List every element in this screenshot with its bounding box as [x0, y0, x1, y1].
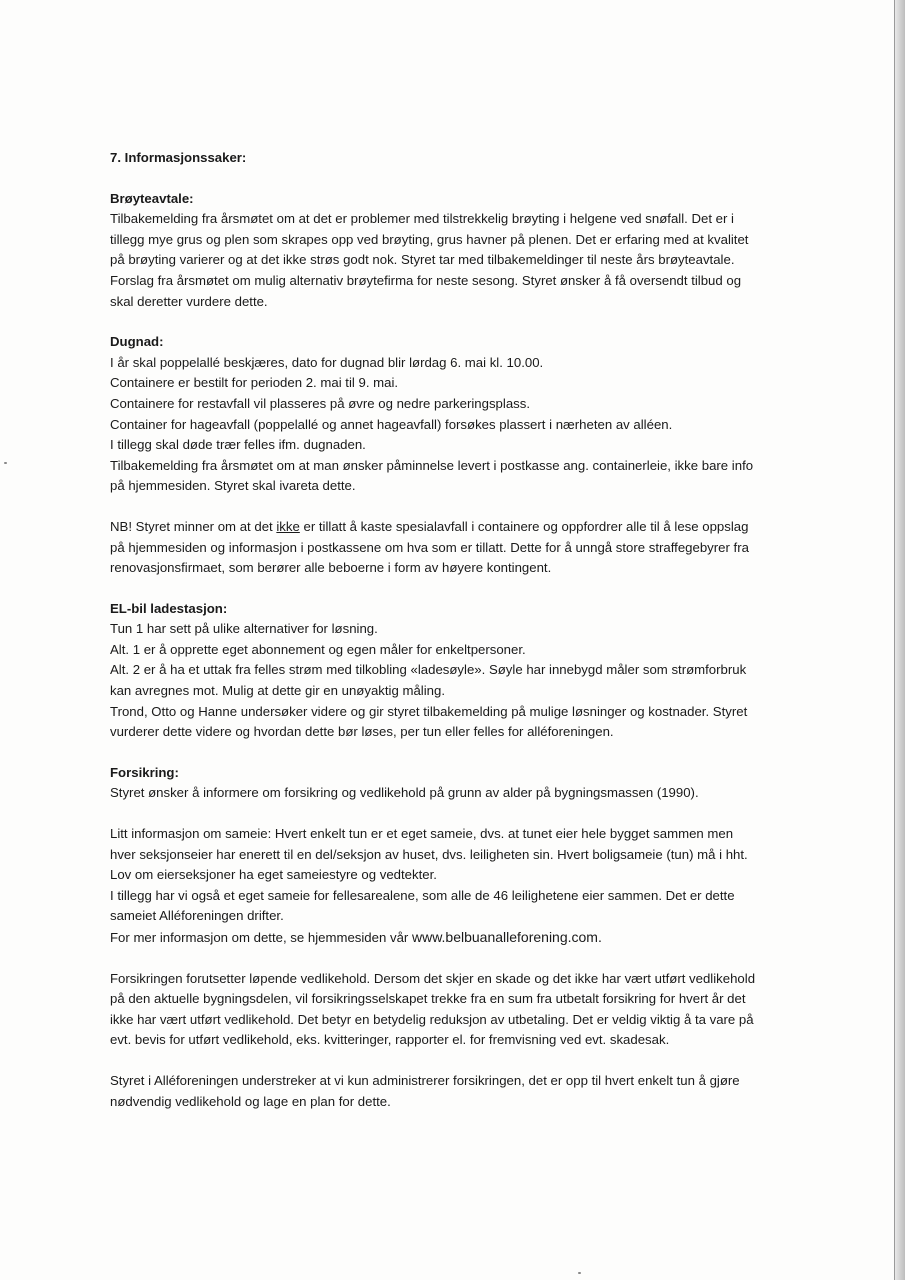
more-info-line: [110, 927, 780, 949]
paragraph-line: Styret ønsker å informere om forsikring og vedlikehold på grunn av alder på bygningsmassen (1990).: [110, 785, 699, 801]
paragraph-line: Containere er bestilt for perioden 2. mai til 9. mai.: [110, 375, 399, 391]
nb-text-end: er tillatt å kaste spesialavfall i containere og oppfordrer alle til å lese oppslag: [299, 518, 749, 534]
scan-speck: [4, 462, 7, 464]
paragraph-line: Tun 1 har sett på ulike alternativer for løsning.: [110, 621, 378, 637]
more-info-text: For mer informasjon om dette, se hjemmesiden vår: [110, 930, 412, 945]
paragraph-line: sameiet Alléforeningen drifter.: [110, 908, 284, 924]
paragraph-line: Tilbakemelding fra årsmøtet om at man ønsker påminnelse levert i postkasse ang. containerleie, ikke bare info: [110, 457, 754, 473]
paragraph-line: på den aktuelle bygningsdelen, vil forsikringsselskapet trekke fra en sum fra utbetalt forsikring for hvert år det: [110, 991, 746, 1007]
paragraph-line: Forsikringen forutsetter løpende vedlikehold. Dersom det skjer en skade og det ikke har vært utført vedlikehold: [110, 970, 756, 986]
subheading-dugnad: Dugnad:: [110, 334, 164, 350]
section-dugnad: [110, 332, 780, 497]
paragraph-line: Litt informasjon om sameie: Hvert enkelt tun er et eget sameie, dvs. at tunet eier hele bygget sammen men: [110, 826, 734, 842]
subheading-broyteavtale: Brøyteavtale:: [110, 190, 194, 206]
paragraph-line: renovasjonsfirmaet, som berører alle beboerne i form av høyere kontingent.: [110, 560, 552, 576]
paragraph-line: på brøyting varierer og at det ikke strøs godt nok. Styret tar med tilbakemeldinger til neste års brøyteavtale.: [110, 252, 735, 268]
paragraph-line: hver seksjonseier har enerett til en del/seksjon av huset, dvs. leiligheten sin. Hvert boligsameie (tun) må i hht.: [110, 846, 748, 862]
paragraph-line: I tillegg har vi også et eget sameie for fellesarealene, som alle de 46 leilighetene eier sammen. Det er dette: [110, 887, 735, 903]
page-edge-shadow: [894, 0, 905, 1280]
subheading-forsikring: Forsikring:: [110, 764, 179, 780]
paragraph-line: I år skal poppelallé beskjæres, dato for dugnad blir lørdag 6. mai kl. 10.00.: [110, 354, 544, 370]
nb-notice-line: [110, 517, 780, 538]
section-nb-notice: [110, 517, 780, 579]
paragraph-line: evt. bevis for utført vedlikehold, eks. kvitteringer, rapporter el. for fremvisning ved evt. skadesak.: [110, 1032, 670, 1048]
paragraph-line: ikke har vært utført vedlikehold. Det betyr en betydelig reduksjon av utbetaling. Det er veldig viktig å ta vare på: [110, 1011, 754, 1027]
paragraph-line: på hjemmesiden. Styret skal ivareta dette.: [110, 478, 356, 494]
paragraph-line: Lov om eierseksjoner ha eget sameiestyre og vedtekter.: [110, 867, 437, 883]
section-broyteavtale: [110, 189, 780, 313]
paragraph-line: Container for hageavfall (poppelallé og annet hageavfall) forsøkes plassert i nærheten av alléen.: [110, 416, 673, 432]
paragraph-line: Trond, Otto og Hanne undersøker videre og gir styret tilbakemelding på mulige løsninger og kostnader. Styret: [110, 703, 748, 719]
paragraph-line: Containere for restavfall vil plasseres på øvre og nedre parkeringsplass.: [110, 395, 531, 411]
section-heading-informasjonssaker: 7. Informasjonssaker:: [110, 150, 247, 165]
paragraph-line: skal deretter vurdere dette.: [110, 293, 268, 309]
subheading-elbil: EL-bil ladestasjon:: [110, 600, 228, 616]
paragraph-line: på hjemmesiden og informasjon i postkassene om hva som er tillatt. Dette for å unngå store straffegebyrer fra: [110, 539, 749, 555]
nb-text-start: NB! Styret minner om at det: [110, 518, 277, 534]
paragraph-line: Forslag fra årsmøtet om mulig alternativ brøytefirma for neste sesong. Styret ønsker å få oversendt tilbud og: [110, 272, 742, 288]
paragraph-line: Alt. 2 er å ha et uttak fra felles strøm med tilkobling «ladesøyle». Søyle har innebygd måler som strømforbruk: [110, 662, 747, 678]
paragraph-line: Tilbakemelding fra årsmøtet om at det er problemer med tilstrekkelig brøyting i helgene ved snøfall. Det er i: [110, 211, 734, 227]
paragraph-line: I tillegg skal døde trær felles ifm. dugnaden.: [110, 437, 366, 453]
document-body: [110, 148, 780, 1132]
paragraph-line: Styret i Alléforeningen understreker at vi kun administrerer forsikringen, det er opp til hvert enkelt tun å gjøre: [110, 1072, 740, 1088]
paragraph-line: kan avregnes mot. Mulig at dette gir en unøyaktig måling.: [110, 683, 445, 699]
scan-speck: [578, 1272, 581, 1274]
paragraph-line: vurderer dette videre og hvordan dette bør løses, per tun eller felles for alléforeningen.: [110, 724, 614, 740]
website-url: www.belbuanalleforening.com.: [411, 929, 602, 945]
paragraph-line: Alt. 1 er å opprette eget abonnement og egen måler for enkeltpersoner.: [110, 641, 526, 657]
section-elbil-ladestasjon: [110, 599, 780, 743]
paragraph-line: nødvendig vedlikehold og lage en plan for dette.: [110, 1093, 391, 1109]
paragraph-line: tillegg mye grus og plen som skrapes opp ved brøyting, grus havner på plenen. Det er erfaring med at kvalitet: [110, 231, 749, 247]
section-forsikring: [110, 763, 780, 1112]
nb-underlined-word: ikke: [276, 518, 300, 534]
